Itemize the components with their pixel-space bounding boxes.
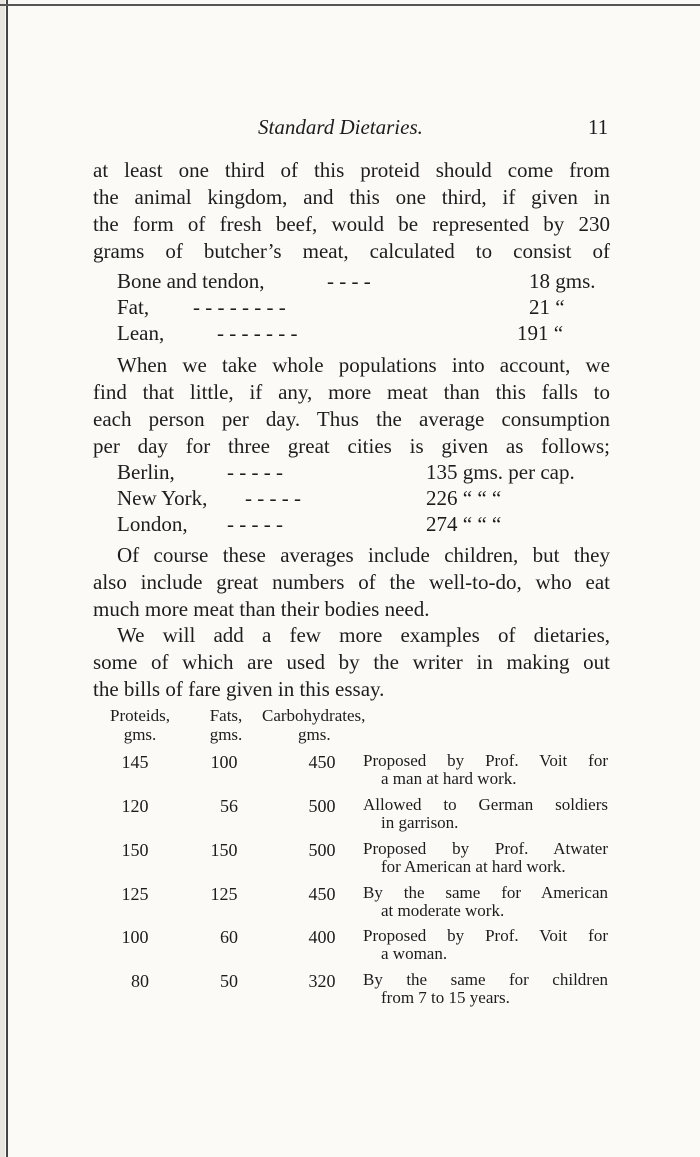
cell-proteids: 125 [121,884,149,904]
list-item-name: Berlin, [117,460,175,484]
list-item [117,268,607,294]
description-line: By the same for American [363,883,608,902]
description-line: Proposed by Prof. Voit for [363,926,608,945]
description-line: at moderate work. [381,901,505,920]
cell-carbohydrates: 400 [308,927,336,947]
cell-carbohydrates: 320 [308,971,336,991]
leader-dashes: - - - - - [227,460,283,484]
list-item [117,511,607,537]
text-line: the animal kingdom, and this one third, if given in [93,185,610,209]
cell-fats: 125 [210,884,238,904]
text-line: much more meat than their bodies need. [93,597,430,621]
description-line: from 7 to 15 years. [381,988,510,1007]
paragraph-3 [93,542,610,623]
description-line: a man at hard work. [381,769,517,788]
cell-proteids: 80 [131,971,149,991]
cell-fats: 56 [220,796,238,816]
text-line: the bills of fare given in this essay. [93,677,385,701]
cell-proteids: 120 [121,796,149,816]
column-header-label: Fats, [209,706,243,725]
cell-fats: 50 [220,971,238,991]
text-line: grams of butcher’s meat, calculated to consist of [93,239,610,263]
meat-composition-list [117,268,607,346]
description-line: a woman. [381,944,448,963]
cell-carbohydrates: 450 [308,752,336,772]
table-row [0,884,700,928]
column-header-unit: gms. [123,725,157,744]
cell-description [363,927,608,963]
leader-dashes: - - - - [327,269,371,293]
text-line: per day for three great cities is given as follows; [93,434,610,458]
column-header-proteids [100,706,180,744]
leader-dashes: - - - - - [227,512,283,536]
paragraph-2 [93,352,610,460]
list-item [117,485,607,511]
list-item [117,294,607,320]
paragraph-1 [93,157,610,265]
list-item-name: New York, [117,486,208,510]
leader-dashes: - - - - - - - [217,321,298,345]
text-line: We will add a few more examples of dietaries, [117,623,610,647]
list-item-value: 18 gms. [529,269,596,293]
text-line: When we take whole populations into account, we [117,353,610,377]
column-header-unit: gms. [209,725,243,744]
list-item-name: Bone and tendon, [117,269,265,293]
list-item [117,459,607,485]
table-row [0,796,700,840]
cell-fats: 60 [220,927,238,947]
column-header-fats [196,706,256,744]
description-line: in garrison. [381,813,459,832]
list-item-name: Fat, [117,295,150,319]
cell-proteids: 100 [121,927,149,947]
list-item-value: 135 gms. per cap. [426,460,575,484]
text-line: each person per day. Thus the average consumption [93,407,610,431]
text-line: some of which are used by the writer in making out [93,650,610,674]
description-line: Allowed to German soldiers [363,795,608,814]
list-item-name: Lean, [117,321,165,345]
description-line: for American at hard work. [381,857,566,876]
cell-description [363,796,608,832]
list-item-name: London, [117,512,188,536]
cell-description [363,840,608,876]
cell-description [363,971,608,1007]
text-line: the form of fresh beef, would be represented by 230 [93,212,610,236]
table-row [0,752,700,796]
text-line: Of course these averages include children, but they [117,543,610,567]
cell-description [363,752,608,788]
cell-fats: 100 [210,752,238,772]
column-header-label: Proteids, [110,706,170,725]
table-row [0,840,700,884]
cell-description [363,884,608,920]
column-header-unit: gms. [298,725,331,744]
text-line: also include great numbers of the well-to-do, who eat [93,570,610,594]
cell-proteids: 150 [121,840,149,860]
table-row [0,927,700,971]
cell-carbohydrates: 500 [308,796,336,816]
top-edge-rule [0,4,700,6]
list-item-value: 191 “ [517,321,564,345]
leader-dashes: - - - - - [245,486,301,510]
cell-proteids: 145 [121,752,149,772]
cell-carbohydrates: 500 [308,840,336,860]
description-line: By the same for children [363,970,608,989]
paragraph-4 [93,622,610,703]
text-line: find that little, if any, more meat than this falls to [93,380,610,404]
list-item [117,320,607,346]
column-header-carbohydrates [262,706,382,744]
list-item-value: 274 “ “ “ [426,512,502,536]
list-item-value: 21 “ [529,295,565,319]
running-head: Standard Dietaries. [258,115,423,139]
description-line: Proposed by Prof. Voit for [363,751,608,770]
table-row [0,971,700,1015]
text-line: at least one third of this proteid should come from [93,158,610,182]
cell-fats: 150 [210,840,238,860]
cell-carbohydrates: 450 [308,884,336,904]
page-number: 11 [588,115,609,139]
description-line: Proposed by Prof. Atwater [363,839,608,858]
leader-dashes: - - - - - - - - [193,295,286,319]
list-item-value: 226 “ “ “ [426,486,502,510]
column-header-label: Carbohydrates, [262,706,366,725]
city-consumption-list [117,459,607,537]
